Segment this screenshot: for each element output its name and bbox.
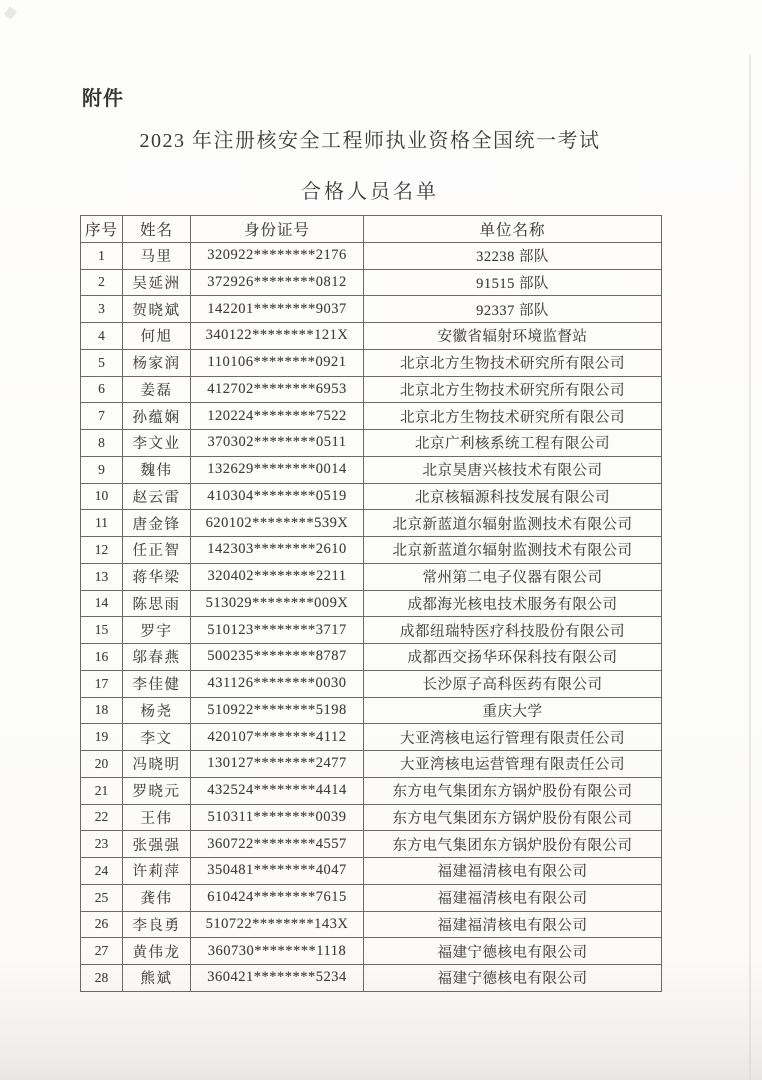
- table-row: [81, 456, 662, 483]
- table-row: [81, 804, 662, 831]
- cell-no: 4: [81, 323, 123, 350]
- cell-name: 蒋华梁: [123, 563, 191, 590]
- cell-no: 21: [81, 777, 123, 804]
- cell-org: 北京广利核系统工程有限公司: [364, 430, 662, 457]
- table-row: [81, 644, 662, 671]
- table-row: [81, 777, 662, 804]
- cell-name: 冯晓明: [123, 751, 191, 778]
- cell-no: 17: [81, 670, 123, 697]
- cell-no: 8: [81, 430, 123, 457]
- cell-no: 7: [81, 403, 123, 430]
- cell-id: 132629********0014: [191, 456, 364, 483]
- cell-org: 91515 部队: [364, 269, 662, 296]
- cell-name: 杨尧: [123, 697, 191, 724]
- cell-name: 唐金锋: [123, 510, 191, 537]
- cell-org: 成都海光核电技术服务有限公司: [364, 590, 662, 617]
- cell-id: 431126********0030: [191, 670, 364, 697]
- cell-id: 370302********0511: [191, 430, 364, 457]
- cell-name: 何旭: [123, 323, 191, 350]
- cell-org: 东方电气集团东方锅炉股份有限公司: [364, 831, 662, 858]
- table-row: [81, 376, 662, 403]
- cell-no: 20: [81, 751, 123, 778]
- scan-smudge-artifact: [4, 6, 17, 19]
- table-row: [81, 858, 662, 885]
- cell-no: 15: [81, 617, 123, 644]
- cell-org: 福建宁德核电有限公司: [364, 965, 662, 992]
- cell-name: 李文: [123, 724, 191, 751]
- cell-no: 19: [81, 724, 123, 751]
- cell-id: 360421********5234: [191, 965, 364, 992]
- cell-id: 420107********4112: [191, 724, 364, 751]
- cell-name: 孙蕴娴: [123, 403, 191, 430]
- cell-name: 罗晓元: [123, 777, 191, 804]
- table-header: [81, 216, 662, 243]
- column-header-seq: 序号: [81, 216, 123, 243]
- cell-org: 长沙原子高科医药有限公司: [364, 670, 662, 697]
- cell-no: 25: [81, 884, 123, 911]
- cell-org: 大亚湾核电运行管理有限责任公司: [364, 724, 662, 751]
- cell-no: 27: [81, 938, 123, 965]
- cell-name: 李文业: [123, 430, 191, 457]
- attachment-label: 附件: [82, 88, 124, 110]
- cell-name: 魏伟: [123, 456, 191, 483]
- cell-no: 12: [81, 537, 123, 564]
- cell-no: 11: [81, 510, 123, 537]
- cell-id: 320402********2211: [191, 563, 364, 590]
- cell-org: 32238 部队: [364, 242, 662, 269]
- cell-no: 18: [81, 697, 123, 724]
- table-row: [81, 510, 662, 537]
- cell-name: 张强强: [123, 831, 191, 858]
- cell-id: 142303********2610: [191, 537, 364, 564]
- column-header-org: 单位名称: [364, 216, 662, 243]
- document-title-line2: 合格人员名单: [301, 181, 439, 203]
- table-body: [81, 242, 662, 991]
- cell-org: 重庆大学: [364, 697, 662, 724]
- cell-id: 350481********4047: [191, 858, 364, 885]
- cell-id: 510722********143X: [191, 911, 364, 938]
- table-row: [81, 831, 662, 858]
- cell-id: 510922********5198: [191, 697, 364, 724]
- cell-name: 赵云雷: [123, 483, 191, 510]
- table-row: [81, 403, 662, 430]
- table-row: [81, 697, 662, 724]
- cell-name: 李良勇: [123, 911, 191, 938]
- cell-org: 安徽省辐射环境监督站: [364, 323, 662, 350]
- table-row: [81, 349, 662, 376]
- table-row: [81, 724, 662, 751]
- table-row: [81, 537, 662, 564]
- table-row: [81, 965, 662, 992]
- cell-org: 北京北方生物技术研究所有限公司: [364, 403, 662, 430]
- document-title-line1: 2023 年注册核安全工程师执业资格全国统一考试: [139, 130, 601, 152]
- cell-id: 510311********0039: [191, 804, 364, 831]
- column-header-id: 身份证号: [191, 216, 364, 243]
- cell-id: 120224********7522: [191, 403, 364, 430]
- cell-no: 9: [81, 456, 123, 483]
- cell-id: 510123********3717: [191, 617, 364, 644]
- cell-name: 贺晓斌: [123, 296, 191, 323]
- cell-no: 22: [81, 804, 123, 831]
- cell-name: 王伟: [123, 804, 191, 831]
- cell-no: 24: [81, 858, 123, 885]
- table-row: [81, 590, 662, 617]
- cell-org: 北京新蓝道尔辐射监测技术有限公司: [364, 537, 662, 564]
- cell-id: 340122********121X: [191, 323, 364, 350]
- cell-org: 北京新蓝道尔辐射监测技术有限公司: [364, 510, 662, 537]
- cell-org: 成都西交扬华环保科技有限公司: [364, 644, 662, 671]
- cell-no: 26: [81, 911, 123, 938]
- cell-id: 372926********0812: [191, 269, 364, 296]
- cell-name: 黄伟龙: [123, 938, 191, 965]
- cell-name: 罗宇: [123, 617, 191, 644]
- cell-id: 432524********4414: [191, 777, 364, 804]
- table-row: [81, 911, 662, 938]
- cell-name: 吴延洲: [123, 269, 191, 296]
- cell-org: 北京核辐源科技发展有限公司: [364, 483, 662, 510]
- cell-name: 陈思雨: [123, 590, 191, 617]
- table-row: [81, 296, 662, 323]
- cell-id: 410304********0519: [191, 483, 364, 510]
- cell-org: 大亚湾核电运营管理有限责任公司: [364, 751, 662, 778]
- table-row: [81, 938, 662, 965]
- table-row: [81, 323, 662, 350]
- cell-org: 92337 部队: [364, 296, 662, 323]
- cell-id: 513029********009X: [191, 590, 364, 617]
- cell-name: 杨家润: [123, 349, 191, 376]
- cell-id: 610424********7615: [191, 884, 364, 911]
- cell-name: 马里: [123, 242, 191, 269]
- cell-name: 熊斌: [123, 965, 191, 992]
- cell-no: 10: [81, 483, 123, 510]
- table-header-row: [81, 216, 662, 243]
- cell-id: 110106********0921: [191, 349, 364, 376]
- table-row: [81, 269, 662, 296]
- cell-org: 福建福清核电有限公司: [364, 884, 662, 911]
- cell-no: 16: [81, 644, 123, 671]
- cell-name: 姜磊: [123, 376, 191, 403]
- cell-org: 福建福清核电有限公司: [364, 858, 662, 885]
- table-row: [81, 242, 662, 269]
- cell-no: 28: [81, 965, 123, 992]
- cell-id: 320922********2176: [191, 242, 364, 269]
- cell-no: 14: [81, 590, 123, 617]
- table-row: [81, 670, 662, 697]
- cell-name: 李佳健: [123, 670, 191, 697]
- document-title-block: [60, 124, 680, 204]
- column-header-name: 姓名: [123, 216, 191, 243]
- cell-id: 620102********539X: [191, 510, 364, 537]
- scan-edge-line: [749, 55, 751, 1080]
- cell-no: 23: [81, 831, 123, 858]
- cell-name: 龚伟: [123, 884, 191, 911]
- qualified-personnel-table: [80, 215, 662, 992]
- cell-org: 东方电气集团东方锅炉股份有限公司: [364, 804, 662, 831]
- table-row: [81, 884, 662, 911]
- cell-no: 2: [81, 269, 123, 296]
- cell-no: 6: [81, 376, 123, 403]
- cell-org: 成都纽瑞特医疗科技股份有限公司: [364, 617, 662, 644]
- cell-org: 北京昊唐兴核技术有限公司: [364, 456, 662, 483]
- cell-name: 邬春燕: [123, 644, 191, 671]
- cell-id: 360730********1118: [191, 938, 364, 965]
- cell-org: 福建福清核电有限公司: [364, 911, 662, 938]
- table-row: [81, 483, 662, 510]
- cell-org: 北京北方生物技术研究所有限公司: [364, 376, 662, 403]
- cell-id: 142201********9037: [191, 296, 364, 323]
- cell-org: 北京北方生物技术研究所有限公司: [364, 349, 662, 376]
- cell-org: 东方电气集团东方锅炉股份有限公司: [364, 777, 662, 804]
- table-row: [81, 751, 662, 778]
- table-row: [81, 617, 662, 644]
- cell-name: 任正智: [123, 537, 191, 564]
- cell-no: 13: [81, 563, 123, 590]
- cell-org: 常州第二电子仪器有限公司: [364, 563, 662, 590]
- table-row: [81, 563, 662, 590]
- cell-id: 412702********6953: [191, 376, 364, 403]
- cell-id: 500235********8787: [191, 644, 364, 671]
- cell-org: 福建宁德核电有限公司: [364, 938, 662, 965]
- cell-no: 5: [81, 349, 123, 376]
- cell-id: 360722********4557: [191, 831, 364, 858]
- table-row: [81, 430, 662, 457]
- cell-no: 1: [81, 242, 123, 269]
- cell-no: 3: [81, 296, 123, 323]
- cell-name: 许莉萍: [123, 858, 191, 885]
- cell-id: 130127********2477: [191, 751, 364, 778]
